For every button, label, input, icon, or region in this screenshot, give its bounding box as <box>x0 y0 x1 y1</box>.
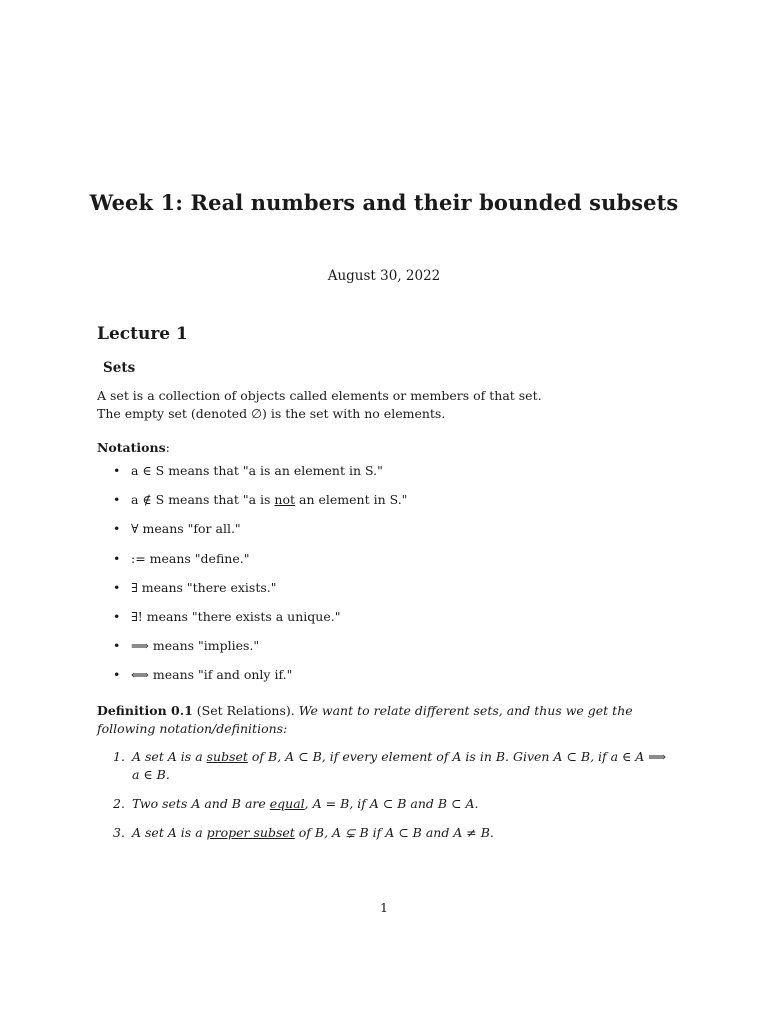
intro-line: The empty set (denoted ∅) is the set with no elements. <box>97 406 446 421</box>
definition-label: Definition 0.1 <box>97 703 193 718</box>
item-number: 3. <box>113 825 125 840</box>
item-text: of B, A ⊊ B if A ⊂ B and A ≠ B. <box>294 825 494 840</box>
item-term: subset <box>206 749 248 764</box>
section-heading: Lecture 1 <box>97 324 188 344</box>
list-item <box>113 666 407 695</box>
definition-items <box>113 748 671 853</box>
notation-text: a ∉ S means that "a is <box>131 492 275 508</box>
item-text: , A = B, if A ⊂ B and B ⊂ A. <box>304 796 479 811</box>
list-item <box>113 550 407 579</box>
item-text: A set A is a <box>132 825 207 840</box>
list-item <box>113 491 407 520</box>
document-title: Week 1: Real numbers and their bounded subsets <box>89 190 679 215</box>
notation-text: ∀ means "for all." <box>131 521 241 537</box>
notations-colon: : <box>165 440 170 455</box>
notation-text: ∃! means "there exists a unique." <box>131 608 341 624</box>
item-number: 1. <box>113 749 125 764</box>
list-item <box>113 824 671 842</box>
list-item <box>113 462 407 491</box>
notation-text: ⟹ means "implies." <box>131 638 260 654</box>
list-item <box>113 795 671 813</box>
notation-text: ∃ means "there exists." <box>131 579 277 595</box>
intro-line: A set is a collection of objects called elements or members of that set. <box>97 388 542 403</box>
item-text: A set A is a <box>132 749 207 764</box>
notation-text: := means "define." <box>131 550 250 566</box>
list-item <box>113 748 671 784</box>
document-date: August 30, 2022 <box>327 268 441 284</box>
definition-text: We want to relate different sets, and thus we get the following notation/definitions: <box>97 703 633 736</box>
item-text: Two sets A and B are <box>132 796 270 811</box>
subsection-heading: Sets <box>103 360 136 376</box>
item-term: equal <box>269 796 305 811</box>
notations-heading <box>97 440 170 455</box>
page-number: 1 <box>380 900 388 915</box>
notation-text: a ∈ S means that "a is an element in S." <box>131 463 383 478</box>
list-item <box>113 608 407 637</box>
list-item <box>113 520 407 549</box>
intro-paragraph <box>97 387 677 423</box>
notation-emphasis: not <box>274 492 296 508</box>
item-term: proper subset <box>206 825 295 840</box>
notation-text: an element in S." <box>295 492 408 508</box>
definition-block <box>97 702 672 738</box>
definition-name: (Set Relations). <box>196 703 295 718</box>
list-item <box>113 579 407 608</box>
notations-label: Notations <box>97 440 166 455</box>
item-text: of B, A ⊂ B, if every element of A is in B. Given A ⊂ B, if a ∈ A ⟹ a ∈ B. <box>132 749 667 782</box>
item-number: 2. <box>113 796 125 811</box>
notation-text: ⟺ means "if and only if." <box>131 667 293 683</box>
notations-list <box>113 462 407 696</box>
list-item <box>113 637 407 666</box>
